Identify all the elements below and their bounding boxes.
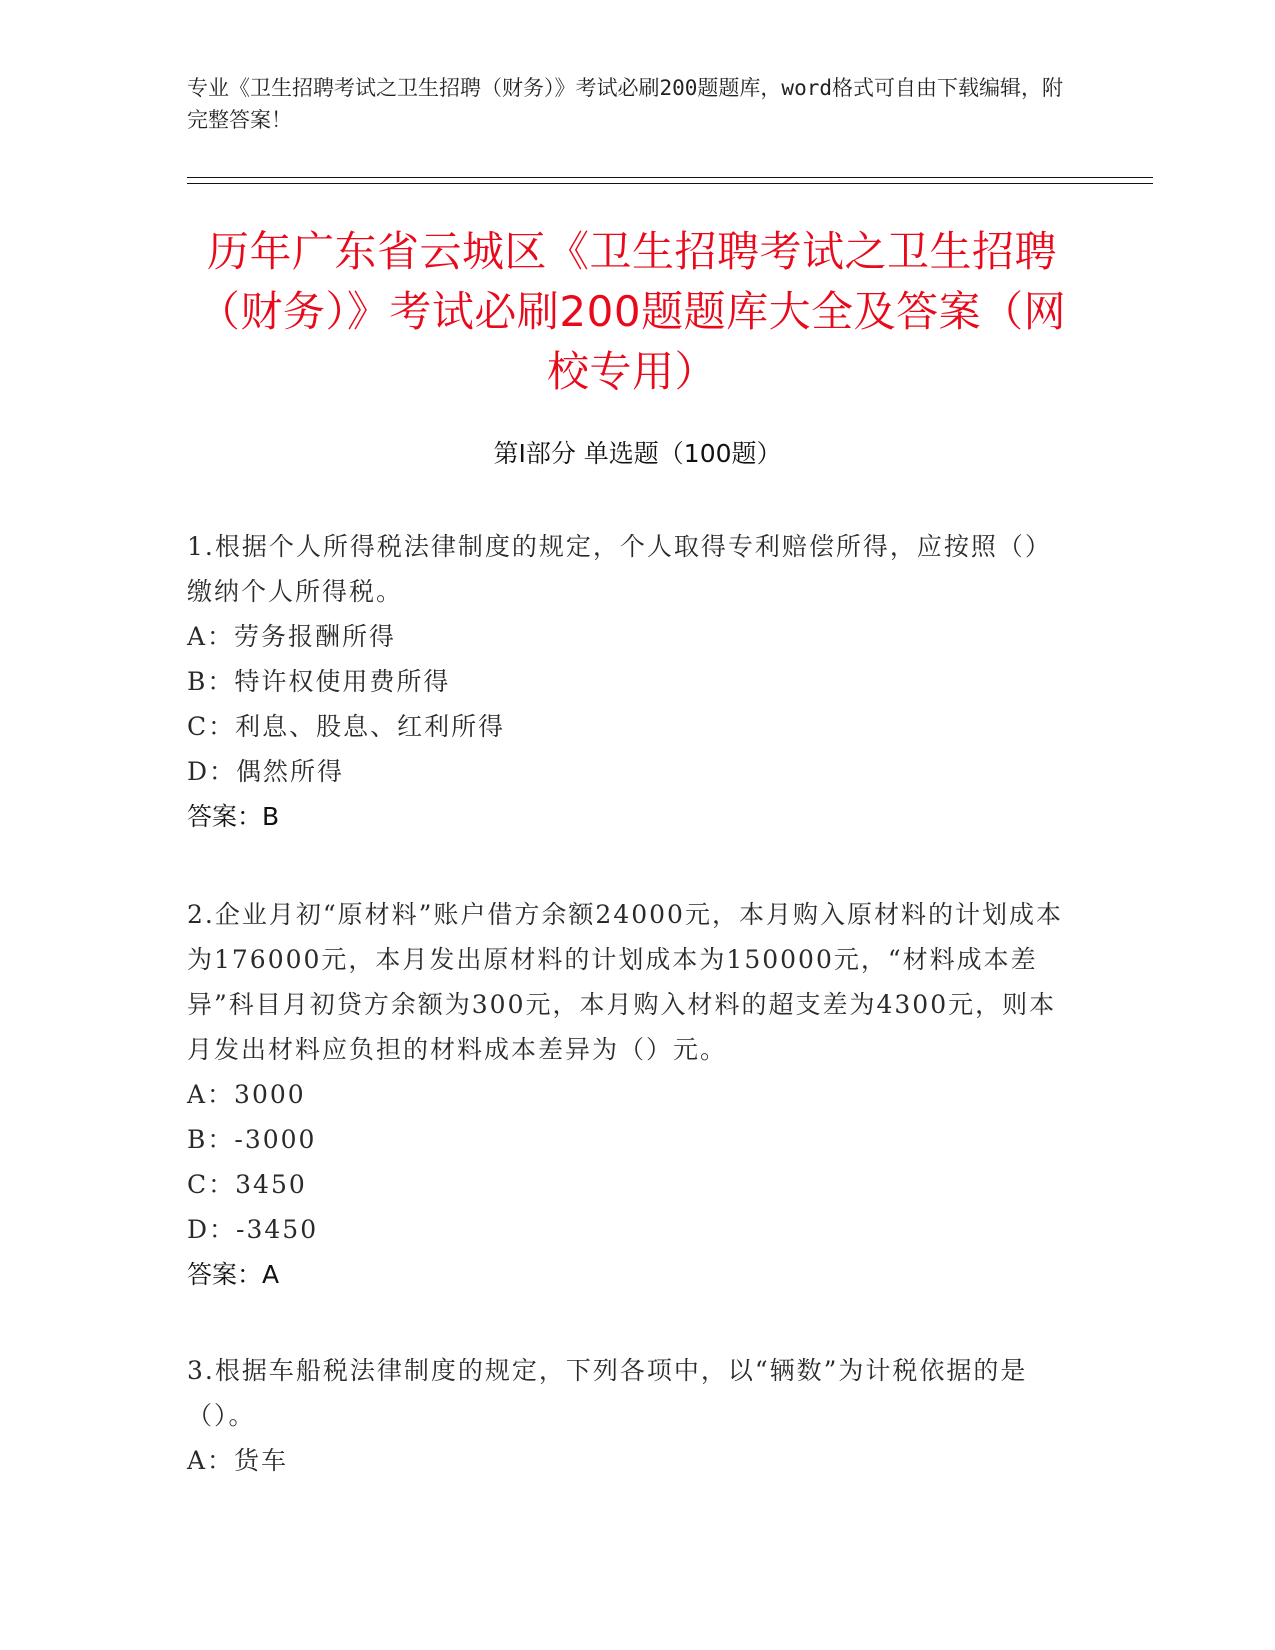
option-b: B：特许权使用费所得 — [187, 667, 451, 696]
question-1 — [187, 524, 1067, 839]
question-2 — [187, 892, 1067, 1297]
option-a: A：3000 — [187, 1080, 306, 1109]
section-heading: 第I部分 单选题（100题） — [493, 439, 782, 468]
intro-note: 专业《卫生招聘考试之卫生招聘（财务）》考试必刷200题题库，word格式可自由下载编辑，附完整答案！ — [187, 76, 1063, 132]
header-divider-top — [187, 177, 1153, 178]
answer: 答案：B — [187, 802, 280, 831]
question-stem: 2.企业月初“原材料”账户借方余额24000元，本月购入原材料的计划成本为176000元，本月发出原材料的计划成本为150000元，“材料成本差异”科目月初贷方余额为300元，本月购入材料的超支差为4300元，则本月发出材料应负担的材料成本差异为（）元。 — [187, 900, 1063, 1064]
option-d: D：偶然所得 — [187, 757, 345, 786]
option-a: A：劳务报酬所得 — [187, 622, 397, 651]
option-d: D：-3450 — [187, 1215, 319, 1244]
option-a: A：货车 — [187, 1446, 289, 1475]
option-c: C：利息、股息、红利所得 — [187, 712, 506, 741]
question-stem: 3.根据车船税法律制度的规定，下列各项中，以“辆数”为计税依据的是（）。 — [187, 1356, 1028, 1430]
document-title: 历年广东省云城区《卫生招聘考试之卫生招聘（财务）》考试必刷200题题库大全及答案（网校专用） — [197, 227, 1067, 396]
question-stem: 1.根据个人所得税法律制度的规定，个人取得专利赔偿所得，应按照（）缴纳个人所得税。 — [187, 532, 1052, 606]
header-divider-bottom — [187, 183, 1153, 184]
option-c: C：3450 — [187, 1170, 307, 1199]
answer: 答案：A — [187, 1260, 280, 1289]
option-b: B：-3000 — [187, 1125, 317, 1154]
question-3 — [187, 1348, 1067, 1483]
